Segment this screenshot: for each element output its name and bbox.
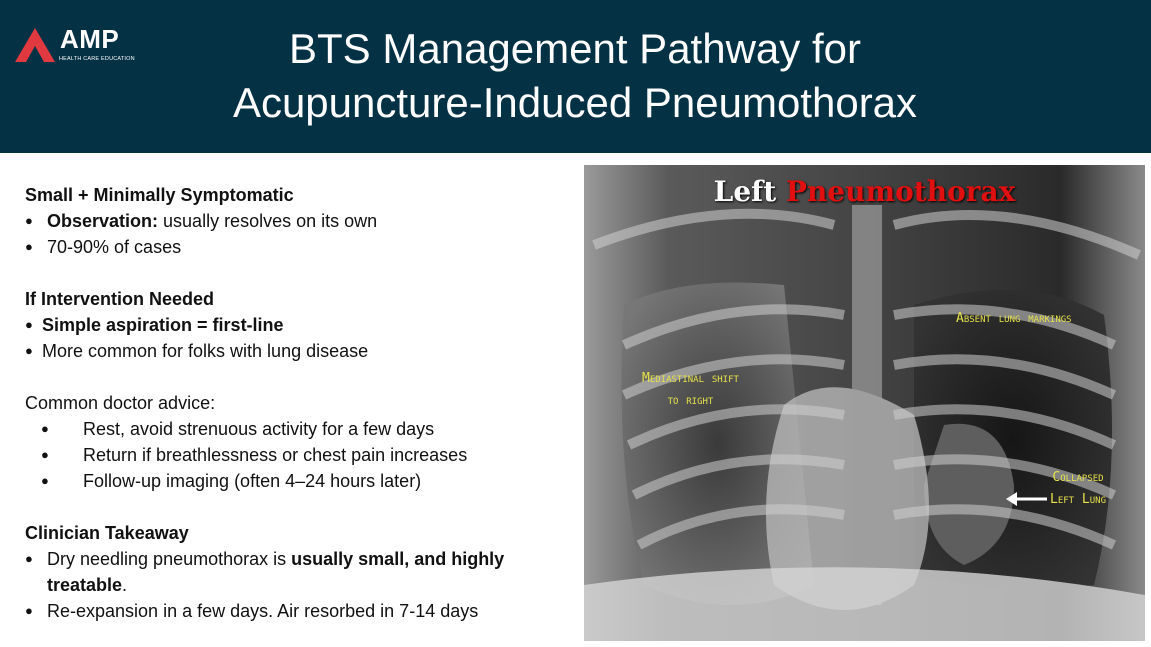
page-title (145, 22, 1005, 130)
title-line-2: Acupuncture-Induced Pneumothorax (232, 79, 918, 126)
amp-logo (14, 26, 144, 66)
collapsed-line-1: Collapsed (1052, 470, 1104, 485)
takeaway-bullet-1-start: Dry needling pneumothorax is (47, 549, 292, 569)
small-bullet-1 (25, 208, 570, 234)
xray-title (584, 175, 1145, 208)
title-line-1: BTS Management Pathway for (289, 25, 861, 72)
collapsed-line-2: Left Lung (1050, 492, 1106, 507)
takeaway-bullet-1-bold: usually small, and highly treatable (47, 549, 505, 595)
takeaway-bullet-1-end: . (122, 575, 128, 595)
intervention-heading: If Intervention Needed (25, 289, 215, 309)
mediastinal-shift-label (642, 368, 739, 412)
small-bullet-2: ● 70-90% of cases (25, 234, 570, 260)
title-banner (0, 0, 1151, 153)
mediastinal-line-2: to right (667, 393, 714, 408)
small-bullet-1-rest: usually resolves on its own (158, 211, 378, 231)
advice-item-2: ● Return if breathlessness or chest pain increases (25, 442, 570, 468)
small-heading: Small + Minimally Symptomatic (25, 185, 294, 205)
logo-tagline: HEALTH CARE EDUCATION (59, 56, 135, 62)
text-content (25, 182, 570, 624)
intervention-bullet-2: ● More common for folks with lung disease (25, 338, 570, 364)
amp-logo-mark-icon (14, 26, 56, 64)
takeaway-bullet-2: ● Re-expansion in a few days. Air resorbed in 7-14 days (25, 598, 570, 624)
small-bullet-1-bold: Observation: (47, 211, 159, 231)
xray-title-white: Left (713, 175, 786, 208)
intervention-bullet-1: ● Simple aspiration = first-line (25, 312, 570, 338)
mediastinal-line-1: Mediastinal shift (642, 371, 739, 386)
collapsed-lung-label (1050, 467, 1106, 511)
advice-item-1: ● Rest, avoid strenuous activity for a few days (25, 416, 570, 442)
takeaway-bullet-1 (25, 546, 570, 598)
absent-markings-label: Absent lung markings (956, 311, 1072, 326)
advice-item-3: ● Follow-up imaging (often 4–24 hours later) (25, 468, 570, 494)
chest-xray-image (584, 165, 1145, 641)
takeaway-heading: Clinician Takeaway (25, 523, 189, 543)
xray-title-red: Pneumothorax (785, 175, 1016, 208)
logo-name: AMP (60, 24, 120, 54)
advice-heading: Common doctor advice: (25, 393, 216, 413)
